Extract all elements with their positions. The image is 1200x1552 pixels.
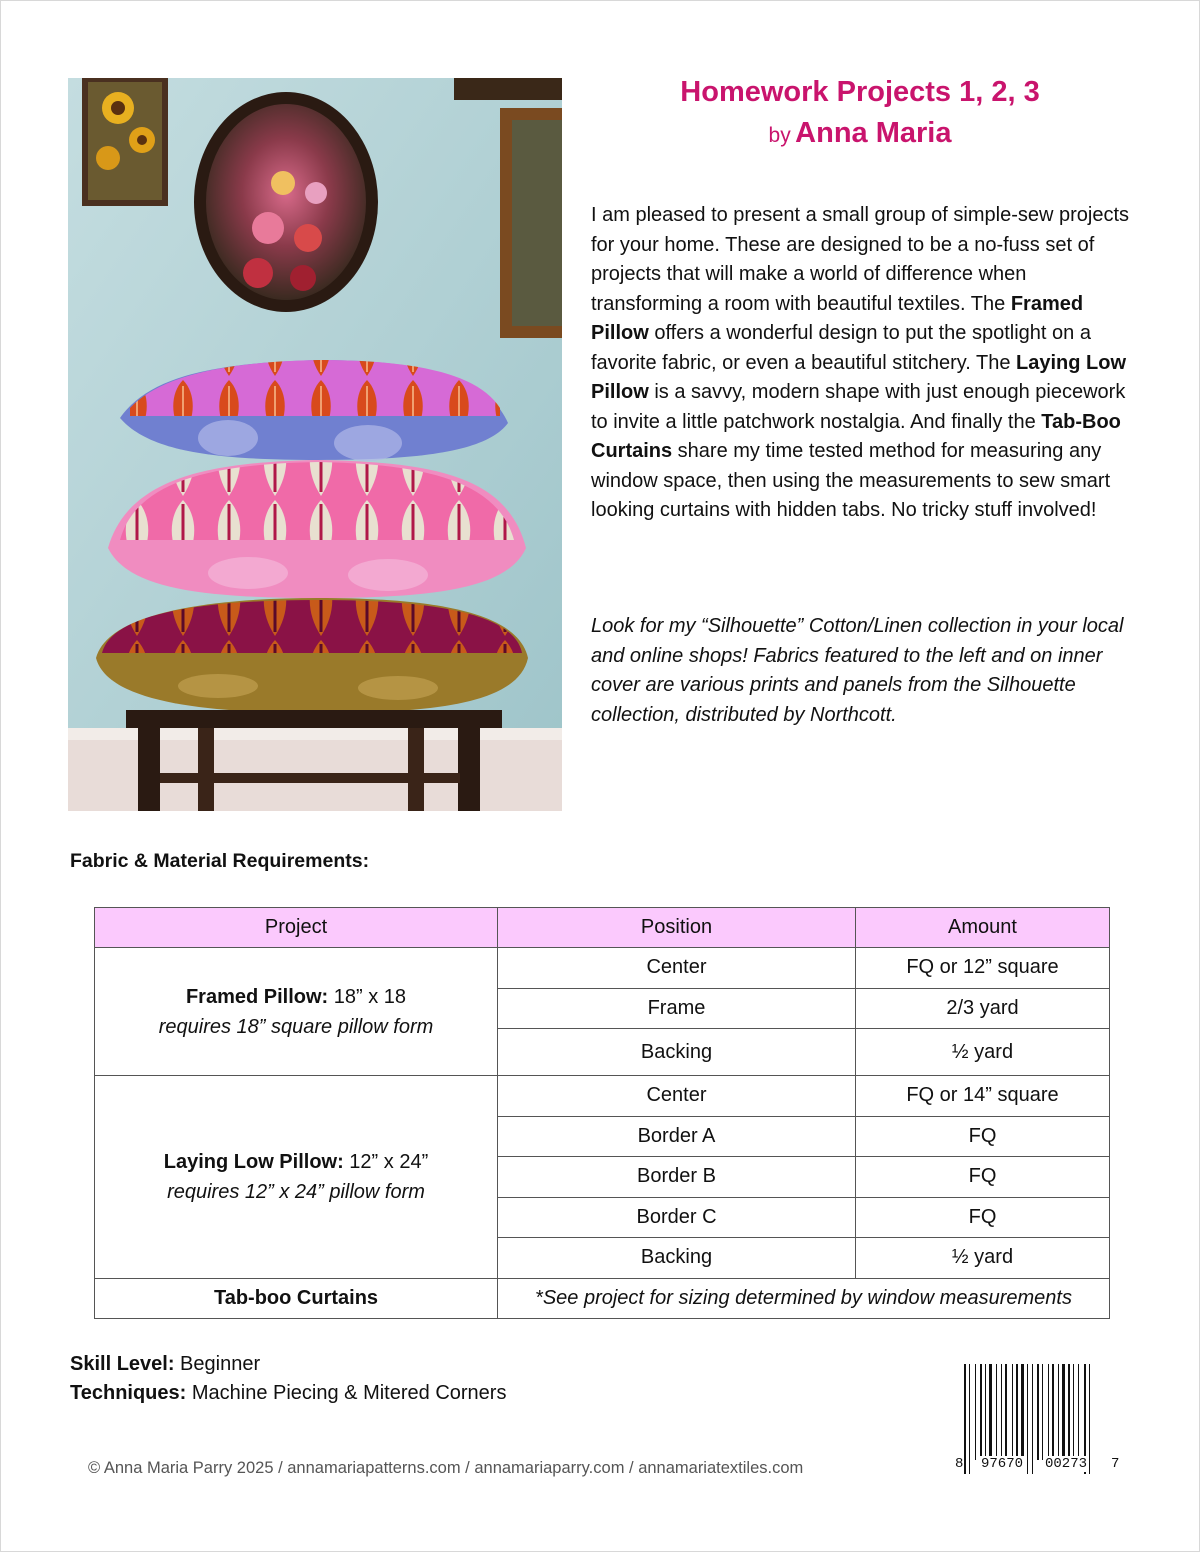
framed-pillow-name: Framed Pillow: — [185, 985, 329, 1008]
table-row — [95, 1278, 1110, 1319]
requirements-heading: Fabric & Material Requirements: — [70, 850, 370, 872]
intro-text-3: is a savvy, modern shape with just enough piecework to invite a little patchwork nostalgia. And finally the — [591, 381, 1126, 433]
barcode-bar — [975, 1364, 976, 1460]
barcode-bar — [1048, 1364, 1049, 1460]
column-header-amount: Amount — [856, 908, 1110, 948]
barcode-digit-check: 7 — [1111, 1456, 1120, 1472]
page-title: Homework Projects 1, 2, 3 — [680, 76, 1040, 108]
amount-cell: ½ yard — [856, 1238, 1110, 1279]
requirements-table — [94, 907, 1110, 1319]
techniques-value: Machine Piecing & Mitered Corners — [186, 1382, 507, 1404]
laying-low-pillow-name: Laying Low Pillow: — [163, 1150, 344, 1173]
barcode-bar — [989, 1364, 992, 1460]
curtains-cell — [95, 1278, 498, 1319]
barcode-bar — [1052, 1364, 1054, 1460]
framed-pillow-note: requires 18” square pillow form — [158, 1015, 434, 1038]
position-cell: Border C — [498, 1197, 856, 1238]
table-row — [95, 948, 1110, 989]
laying-low-pillow-size: 12” x 24” — [343, 1150, 429, 1173]
intro-paragraph — [591, 201, 1139, 526]
barcode-digit-lead: 8 — [955, 1456, 964, 1472]
barcode-bar — [980, 1364, 982, 1460]
laying-low-highlight: Laying Low Pillow — [591, 351, 1127, 403]
position-cell: Backing — [498, 1029, 856, 1076]
by-word: by — [768, 124, 791, 147]
barcode-bar — [1058, 1364, 1059, 1460]
table-row — [95, 1076, 1110, 1117]
amount-cell: ½ yard — [856, 1029, 1110, 1076]
barcode-bar — [1078, 1364, 1079, 1460]
position-cell: Border A — [498, 1116, 856, 1157]
table-header-row — [95, 908, 1110, 948]
laying-low-pillow-cell — [95, 1076, 498, 1279]
position-cell: Center — [498, 948, 856, 989]
barcode-digits — [954, 1456, 1122, 1476]
barcode-bar — [1016, 1364, 1018, 1460]
project-meta — [70, 1350, 506, 1408]
skill-level-label: Skill Level: — [70, 1353, 175, 1375]
position-cell: Border B — [498, 1157, 856, 1198]
barcode-bar — [1062, 1364, 1065, 1460]
title-block — [590, 72, 1130, 159]
barcode-digits-left: 97670 — [981, 1456, 1024, 1472]
barcode-bar — [1021, 1364, 1024, 1460]
barcode-bar — [1068, 1364, 1070, 1460]
framed-pillow-cell — [95, 948, 498, 1076]
barcode-bar — [1001, 1364, 1002, 1460]
intro-text-1: I am pleased to present a small group of simple-sew projects for your home. These are designed to be a no-fuss set of projects that will make a world of difference when transforming a room with beautiful textiles. The — [591, 204, 1130, 315]
barcode-bar — [1042, 1364, 1043, 1460]
barcode-bar — [1005, 1364, 1007, 1460]
position-cell: Backing — [498, 1238, 856, 1279]
promo-paragraph: Look for my “Silhouette” Cotton/Linen collection in your local and online shops! Fabrics featured to the left and on inner cover are various prints and panels from the Silhouette collection, distributed by Northcott. — [591, 615, 1124, 726]
barcode-bar — [1073, 1364, 1074, 1460]
amount-cell: FQ or 12” square — [856, 948, 1110, 989]
curtains-note: *See project for sizing determined by window measurements — [498, 1278, 1110, 1319]
barcode-bar — [996, 1364, 997, 1460]
techniques — [70, 1379, 506, 1408]
barcode-bar — [1012, 1364, 1013, 1460]
column-header-project: Project — [95, 908, 498, 948]
amount-cell: 2/3 yard — [856, 988, 1110, 1029]
barcode-digits-right: 00273 — [1045, 1456, 1088, 1472]
amount-cell: FQ — [856, 1116, 1110, 1157]
laying-low-pillow-note: requires 12” x 24” pillow form — [167, 1180, 425, 1203]
amount-cell: FQ — [856, 1157, 1110, 1198]
intro-text-2: offers a wonderful design to put the spotlight on a favorite fabric, or even a beautiful stitchery. The — [591, 322, 1091, 374]
intro-text-4: share my time tested method for measuring any window space, then using the measurements to sew smart looking curtains with hidden tabs. No tricky stuff involved! — [591, 440, 1111, 521]
amount-cell: FQ — [856, 1197, 1110, 1238]
techniques-label: Techniques: — [70, 1382, 187, 1404]
column-header-position: Position — [498, 908, 856, 948]
skill-level-value: Beginner — [174, 1353, 261, 1375]
byline — [590, 112, 1130, 159]
footer-copyright: © Anna Maria Parry 2025 / annamariapatterns.com / annamariaparry.com / annamariatextiles.com — [88, 1459, 804, 1477]
tab-boo-highlight: Tab-Boo Curtains — [591, 410, 1121, 462]
curtains-name: Tab-boo Curtains — [213, 1286, 379, 1309]
skill-level — [70, 1350, 506, 1379]
pillows-photo — [68, 78, 562, 811]
framed-pillow-size: 18” x 18 — [328, 985, 407, 1008]
position-cell: Frame — [498, 988, 856, 1029]
barcode-bar — [1037, 1364, 1039, 1460]
author-name: Anna Maria — [795, 117, 952, 149]
position-cell: Center — [498, 1076, 856, 1117]
framed-pillow-highlight: Framed Pillow — [591, 292, 1084, 344]
barcode-bar — [985, 1364, 986, 1460]
amount-cell: FQ or 14” square — [856, 1076, 1110, 1117]
